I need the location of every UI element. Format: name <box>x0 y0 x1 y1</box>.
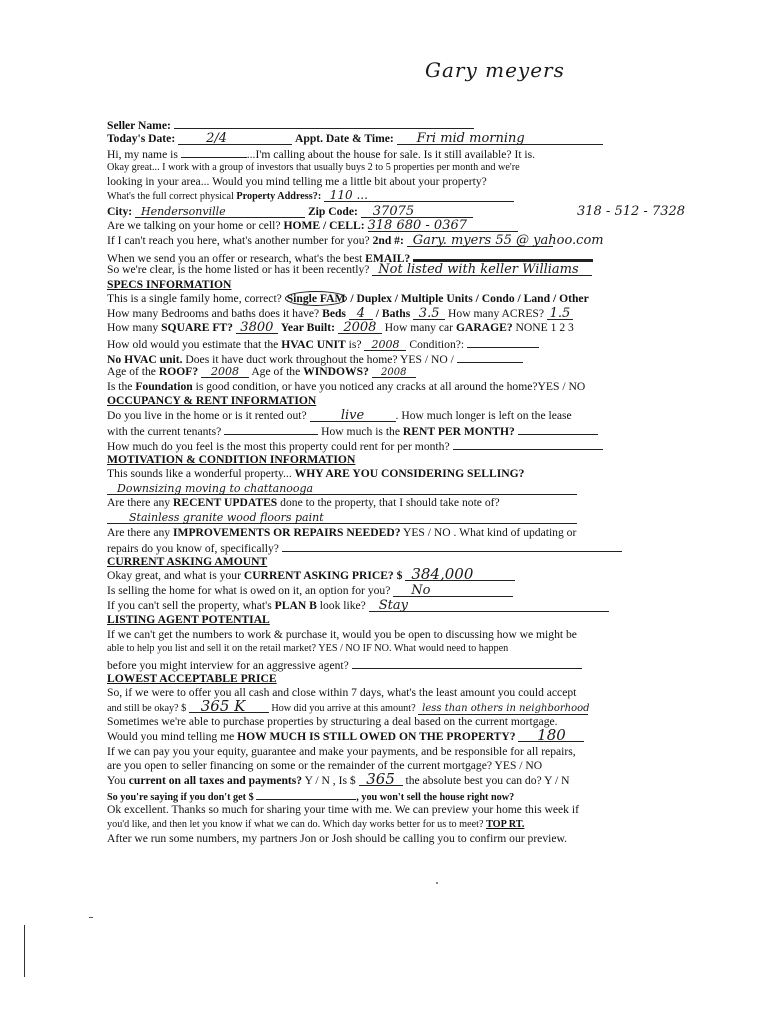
offer-question: So, if we were to offer you all cash and close within 7 days, what's the least amount you could accept <box>107 686 577 700</box>
condition-label: Condition?: <box>409 337 465 351</box>
excellent-text: Ok excellent. Thanks so much for sharing your time with me. We can preview your home this week if <box>107 802 579 816</box>
saying-line <box>107 788 663 803</box>
updates-value: Stainless granite wood floors paint <box>129 511 324 525</box>
appt-field[interactable] <box>397 130 603 146</box>
live-question: Do you live in the home or is it rented out? <box>107 408 307 422</box>
baths-label: / Baths <box>375 306 411 320</box>
acres-field[interactable] <box>547 305 573 321</box>
foundation-question-b: is good condition, or have you noticed any cracks at all around the home?YES / NO <box>195 379 586 393</box>
garage-label: GARAGE? <box>455 321 513 335</box>
condition-field[interactable] <box>467 336 539 348</box>
why-selling-label: WHY ARE YOU CONSIDERING SELLING? <box>294 467 525 481</box>
agent-options: YES / NO IF NO. What would need to happen <box>318 643 509 655</box>
after-text: After we run some numbers, my partners Jon or Josh should be calling you to confirm our preview. <box>107 832 568 846</box>
lowest-header: LOWEST ACCEPTABLE PRICE <box>107 671 277 685</box>
arrive-value: less than others in neighborhood <box>422 702 590 714</box>
still-owed-line <box>107 725 663 745</box>
agent-question-b: able to help you list and sell it on the retail market? <box>107 643 317 655</box>
listing-header: LISTING AGENT POTENTIAL <box>107 613 270 627</box>
sometimes-text: Sometimes we're able to purchase properties by structuring a deal based on the current mortgage. <box>107 715 558 729</box>
could-rent-line <box>107 438 663 453</box>
address-value: 110 ... <box>329 187 368 202</box>
no-hvac-label: No HVAC unit. <box>107 352 183 366</box>
home-cell-label: HOME / CELL: <box>283 219 365 233</box>
home-cell-field[interactable] <box>368 220 518 232</box>
motivation-header: MOTIVATION & CONDITION INFORMATION <box>107 452 356 466</box>
handwritten-name: Gary meyers <box>425 58 565 82</box>
todays-date-label: Today's Date: <box>107 131 176 145</box>
intro-text-a: Hi, my name is <box>107 148 178 162</box>
repairs-label: IMPROVEMENTS OR REPAIRS NEEDED? <box>173 525 401 539</box>
sqft-line <box>107 321 663 336</box>
repairs-specific-question: repairs do you know of, specifically? <box>107 542 279 556</box>
meet-question: you'd like, and then let you know if what we can do. Which day works better for us to meet? <box>107 818 484 830</box>
email-label: EMAIL? <box>365 252 411 266</box>
owed-option-line <box>107 584 663 599</box>
rent-label: RENT PER MONTH? <box>402 425 515 439</box>
plan-b-look: look like? <box>319 598 366 612</box>
city-line <box>107 203 686 220</box>
duct-field[interactable] <box>457 351 523 363</box>
beds-question: How many Bedrooms and baths does it have? <box>107 306 320 320</box>
plan-b-label: PLAN B <box>274 598 317 612</box>
hvac-line <box>107 336 663 351</box>
updates-question-b: done to the property, that I should take note of? <box>280 496 500 510</box>
offer-amount-line <box>107 696 663 716</box>
owed-option-value: No <box>411 583 431 598</box>
updates-question-a: Are there any <box>107 496 171 510</box>
top-rt-label: TOP RT. <box>486 818 525 830</box>
scan-speck <box>436 882 438 884</box>
email-question: When we send you an offer or research, what's the best <box>107 252 363 266</box>
second-number-line <box>107 234 663 249</box>
windows-question: Age of the <box>251 365 301 379</box>
equity-text: If we can pay you your equity, guarantee and make your payments, and be responsible for all repairs, <box>107 744 576 758</box>
home-cell-question: Are we talking on your home or cell? <box>107 219 281 233</box>
asking-price-field[interactable] <box>405 565 515 584</box>
city-field[interactable] <box>135 206 305 218</box>
specs-header: SPECS INFORMATION <box>107 277 232 291</box>
why-selling-line <box>107 482 663 497</box>
still-owed-question: Would you mind telling me <box>107 729 235 743</box>
least-amount-label: and still be okay? $ <box>107 702 187 714</box>
intro-text-b: ...I'm calling about the house for sale. Is it still available? It is. <box>246 148 536 162</box>
meet-line <box>107 818 663 833</box>
windows-age-field[interactable] <box>372 366 416 378</box>
live-line <box>107 409 663 424</box>
hvac-age-value: 2008 <box>371 337 400 351</box>
email-field[interactable] <box>413 248 593 262</box>
asking-header: CURRENT ASKING AMOUNT <box>107 554 268 568</box>
updates-line <box>107 496 663 511</box>
acres-value: 1.5 <box>549 305 571 321</box>
least-amount-value: 365 K <box>200 696 246 715</box>
least-amount-field[interactable] <box>189 696 269 715</box>
appt-label: Appt. Date & Time: <box>295 131 394 145</box>
seller-name-field[interactable] <box>174 117 474 129</box>
beds-line <box>107 307 663 322</box>
single-family-line <box>107 292 663 307</box>
no-hvac-line <box>107 351 663 366</box>
duct-options: YES / NO / <box>400 352 454 366</box>
could-rent-field[interactable] <box>453 438 603 450</box>
occupancy-field[interactable] <box>310 407 396 423</box>
owed-option-question: Is selling the home for what is owed on it, an option for you? <box>107 584 391 597</box>
repairs-line <box>107 526 663 541</box>
asking-price-value: 384,000 <box>411 565 474 584</box>
foundation-question-a: Is the <box>107 379 133 393</box>
lease-left-field[interactable] <box>224 423 318 435</box>
still-owed-value: 180 <box>537 725 566 744</box>
zip-value: 37075 <box>372 203 415 219</box>
roof-age-value: 2008 <box>211 365 240 379</box>
sqft-label: SQUARE FT? <box>161 321 233 335</box>
second-number-label: 2nd #: <box>372 233 404 247</box>
saying-field[interactable] <box>256 788 356 800</box>
hvac-label: HVAC UNIT <box>281 337 346 351</box>
address-field[interactable] <box>324 187 514 202</box>
roof-line <box>107 365 663 380</box>
address-line <box>107 187 663 205</box>
appt-value: Fri mid morning <box>416 130 525 146</box>
asking-line <box>107 565 663 584</box>
foundation-line <box>107 380 663 395</box>
duct-question: Does it have duct work throughout the home? <box>185 352 398 366</box>
baths-field[interactable] <box>413 305 445 321</box>
roof-label: ROOF? <box>158 365 199 379</box>
second-number-value: Gary. myers 55 @ yahoo.com <box>412 232 604 248</box>
best-amount-value: 365 <box>366 769 395 788</box>
wonderful-text: This sounds like a wonderful property... <box>107 467 292 481</box>
property-type-options: / Duplex / Multiple Units / Condo / Land / Other <box>350 292 589 306</box>
windows-label: WINDOWS? <box>303 365 369 379</box>
second-number-field[interactable] <box>407 232 604 248</box>
agent-line-d <box>107 657 663 672</box>
single-family-circled: Single FAM <box>286 292 346 306</box>
listed-value: Not listed with keller Williams <box>378 261 579 277</box>
address-label: What's the full correct physical <box>107 190 234 202</box>
occupancy-header: OCCUPANCY & RENT INFORMATION <box>107 394 317 408</box>
financing-question: are you open to seller financing on some or the remainder of the current mortgage? YES / NO <box>107 759 543 773</box>
year-built-field[interactable] <box>338 322 382 334</box>
best-amount-field[interactable] <box>359 769 403 788</box>
seller-name-label: Seller Name: <box>107 119 171 132</box>
arrive-question: How did you arrive at this amount? <box>271 702 416 714</box>
beds-value: 4 <box>356 305 365 321</box>
todays-date-field[interactable] <box>178 130 292 146</box>
sqft-question: How many <box>107 321 159 335</box>
why-selling-value: Downsizing moving to chattanooga <box>117 481 314 495</box>
agent-question-a: If we can't get the numbers to work & purchase it, would you be open to discussing how we might be <box>107 627 577 641</box>
still-owed-label: HOW MUCH IS STILL OWED ON THE PROPERTY? <box>237 729 516 743</box>
foundation-label: Foundation <box>135 379 193 393</box>
seller-call-script <box>107 117 686 847</box>
rent-question: How much is the <box>321 425 401 439</box>
taxes-you: You <box>107 773 126 787</box>
caller-name-field[interactable] <box>181 146 247 158</box>
plan-b-line <box>107 599 663 614</box>
single-family-question: This is a single family home, correct? <box>107 292 282 306</box>
beds-label: Beds <box>322 306 346 320</box>
listed-question: So we're clear, is the home listed or has it been recently? <box>107 262 370 276</box>
garage-options: NONE 1 2 3 <box>515 321 574 335</box>
zip-field[interactable] <box>361 203 473 219</box>
seller-name-line <box>107 117 663 132</box>
home-cell-line <box>107 219 663 234</box>
extra-phone-value: 318 - 512 - 7328 <box>577 203 686 219</box>
plan-b-question: If you can't sell the property, what's <box>107 598 272 612</box>
baths-value: 3.5 <box>418 305 440 321</box>
scan-margin-line <box>24 925 25 977</box>
sqft-field[interactable] <box>236 322 278 334</box>
garage-question: How many car <box>384 321 454 335</box>
roof-age-field[interactable] <box>201 366 249 378</box>
roof-question: Age of the <box>107 365 156 379</box>
repairs-field[interactable] <box>282 540 622 552</box>
hvac-age-field[interactable] <box>364 339 406 351</box>
updates-label: RECENT UPDATES <box>173 496 278 510</box>
windows-age-value: 2008 <box>381 367 407 379</box>
updates-answer-line <box>107 511 663 526</box>
could-rent-question: How much do you feel is the most this property could rent for per month? <box>107 440 450 454</box>
plan-b-field[interactable] <box>369 597 609 613</box>
taxes-label: current on all taxes and payments? <box>128 773 303 787</box>
saying-question: , you won't sell the house right now? <box>356 792 515 804</box>
repairs-options: YES / NO . What kind of updating or <box>402 525 577 539</box>
rent-field[interactable] <box>518 423 598 435</box>
agent-question-d: before you might interview for an aggressive agent? <box>107 658 349 672</box>
asking-question: Okay great, and what is your <box>107 569 241 583</box>
listed-field[interactable] <box>372 261 592 277</box>
okay-great-text: Okay great... I work with a group of investors that usually buys 2 to 5 properties per month and we're <box>107 161 520 173</box>
taxes-options: Y / N , Is $ <box>304 773 356 787</box>
scan-margin-tick <box>89 917 93 918</box>
city-value: Hendersonville <box>141 204 226 218</box>
repairs-question-a: Are there any <box>107 525 171 539</box>
year-built-label: Year Built: <box>280 321 335 335</box>
updates-field[interactable] <box>107 512 577 524</box>
tenants-question: with the current tenants? <box>107 425 222 439</box>
agent-field[interactable] <box>352 657 582 669</box>
lease-question: . How much longer is left on the lease <box>395 408 572 422</box>
email-line <box>107 248 663 266</box>
asking-label: CURRENT ASKING PRICE? $ <box>243 569 403 583</box>
sqft-value: 3800 <box>240 320 274 336</box>
still-owed-field[interactable] <box>518 725 584 744</box>
beds-field[interactable] <box>349 305 373 321</box>
occupancy-value: live <box>340 407 365 423</box>
plan-b-value: Stay <box>378 597 408 613</box>
date-line <box>107 132 663 147</box>
agent-line-b <box>107 642 663 657</box>
listed-line <box>107 263 663 278</box>
looking-text: looking in your area... Would you mind telling me a little bit about your property? <box>107 175 487 189</box>
home-cell-value: 318 680 - 0367 <box>367 218 468 234</box>
repairs-specific-line <box>107 540 663 555</box>
address-label-bold: Property Address?: <box>236 190 322 202</box>
wonderful-line <box>107 467 663 482</box>
why-selling-field[interactable] <box>107 483 577 495</box>
intro-line <box>107 146 663 161</box>
acres-label: How many ACRES? <box>448 306 545 320</box>
taxes-line <box>107 769 663 789</box>
best-amount-question: the absolute best you can do? Y / N <box>405 773 570 787</box>
year-built-value: 2008 <box>343 320 377 336</box>
hvac-question: How old would you estimate that the <box>107 337 279 351</box>
saying-label: So you're saying if you don't get $ <box>107 792 254 804</box>
owed-option-field[interactable] <box>393 585 513 597</box>
second-number-question: If I can't reach you here, what's another number for you? <box>107 233 370 247</box>
tenants-line <box>107 423 663 438</box>
zip-label: Zip Code: <box>307 204 358 218</box>
city-label: City: <box>107 204 133 218</box>
arrive-field[interactable] <box>418 703 588 715</box>
hvac-is: is? <box>348 337 362 351</box>
todays-date-value: 2/4 <box>206 130 228 146</box>
